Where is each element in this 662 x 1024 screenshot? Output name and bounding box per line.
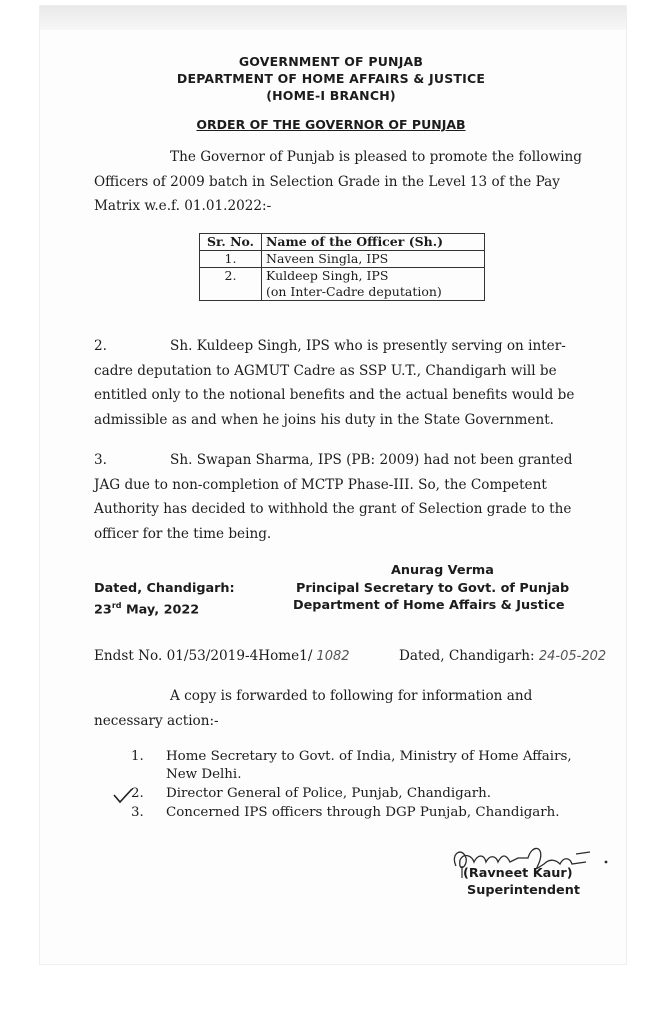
paragraph-2-line-4: admissible as and when he joins his duty in the State Government. [94,411,555,428]
paragraph-3 [94,448,590,546]
table-cell-sr: 2. [200,268,262,301]
officer-note: (on Inter-Cadre deputation) [266,284,442,299]
paragraph-3-line-3: Authority has decided to withhold the grant of Selection grade to the [94,501,572,518]
copy-line-1: A copy is forwarded to following for information and [170,688,533,704]
endorsement-date [399,648,606,664]
column-header-officer-name: Name of the Officer (Sh.) [262,234,485,251]
handwritten-date: 24-05-202 [538,649,607,664]
copy-forwarded-paragraph [94,684,590,733]
list-item-number: 2. [131,786,144,801]
table-row [200,251,485,268]
endorsement-date-label: Dated, Chandigarh: [399,648,535,664]
column-header-sr-no: Sr. No. [200,234,262,251]
officers-table [199,233,485,301]
signatory-name: Anurag Verma [391,563,494,578]
officer-name: Kuldeep Singh, IPS [266,268,389,283]
paragraph-2-line-2: cadre deputation to AGMUT Cadre as SSP U.T., Chandigarh will be [94,362,557,379]
intro-paragraph [94,145,590,219]
superintendent-name: (Ravneet Kaur) [463,866,573,881]
signatory-department: Department of Home Affairs & Justice [293,598,565,613]
list-item-number: 1. [131,749,144,764]
intro-line-1: The Governor of Punjab is pleased to promote the following [170,149,583,165]
list-item-number: 3. [131,805,144,820]
superintendent-designation: Superintendent [467,883,580,898]
paragraph-2 [94,334,590,432]
page-top-shadow [40,6,626,30]
paragraph-3-line-1: Sh. Swapan Sharma, IPS (PB: 2009) had not been granted [170,452,573,468]
order-title: ORDER OF THE GOVERNOR OF PUNJAB [196,117,466,132]
paragraph-number: 2. [94,338,107,354]
endorsement-line [94,648,350,664]
endorsement-number: Endst No. 01/53/2019-4Home1/ [94,648,313,664]
table-cell-sr: 1. [200,251,262,268]
recipient-text-2: New Delhi. [166,767,242,782]
header-department: DEPARTMENT OF HOME AFFAIRS & JUSTICE [176,71,486,86]
list-item: Concerned IPS officers through DGP Punjab, Chandigarh. [166,805,560,820]
paragraph-2-line-1: Sh. Kuldeep Singh, IPS who is presently serving on inter- [170,338,566,354]
table-header-row [200,234,485,251]
header-government: GOVERNMENT OF PUNJAB [238,54,424,69]
intro-line-2: Officers of 2009 batch in Selection Grade in the Level 13 of the Pay [94,173,560,190]
paragraph-2-line-3: entitled only to the notional benefits and the actual benefits would be [94,387,575,404]
list-item: Director General of Police, Punjab, Chandigarh. [166,786,491,801]
paragraph-3-line-2: JAG due to non-completion of MCTP Phase-III. So, the Competent [94,476,547,493]
dated-date: 23rd May, 2022 [94,601,200,618]
signatory-designation: Principal Secretary to Govt. of Punjab [296,581,570,596]
list-item [166,748,572,784]
table-cell-name [262,268,485,301]
header-branch: (HOME-I BRANCH) [266,88,396,103]
recipient-text: Home Secretary to Govt. of India, Ministry of Home Affairs, [166,749,572,764]
handwritten-number: 1082 [316,649,350,664]
table-row [200,268,485,301]
dated-place: Dated, Chandigarh: [94,581,235,596]
paragraph-3-line-4: officer for the time being. [94,525,272,542]
paragraph-number: 3. [94,452,107,468]
intro-line-3: Matrix w.e.f. 01.01.2022:- [94,198,272,215]
table-cell-name: Naveen Singla, IPS [262,251,485,268]
copy-line-2: necessary action:- [94,712,219,729]
